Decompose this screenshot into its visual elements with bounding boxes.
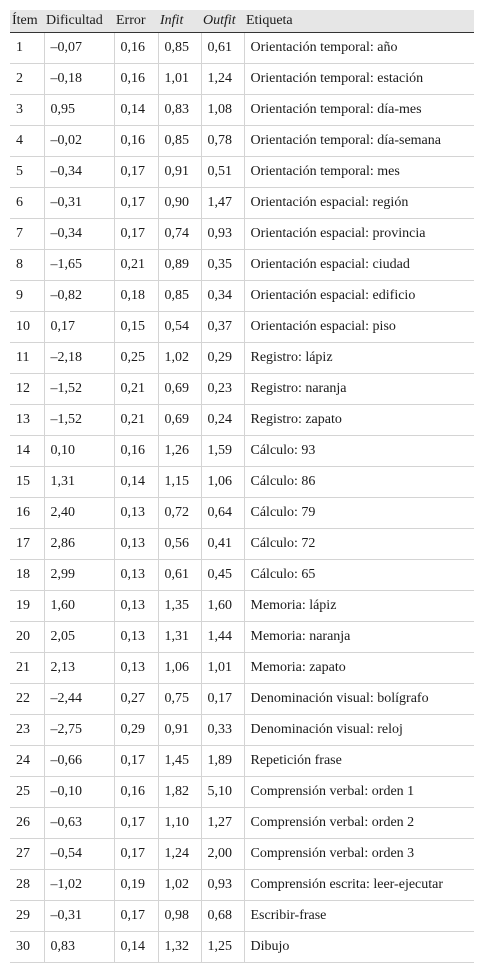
cell-error: 0,14 xyxy=(114,94,158,125)
cell-label: Cálculo: 86 xyxy=(244,466,474,497)
header-infit: Infit xyxy=(158,10,201,32)
cell-error: 0,13 xyxy=(114,652,158,683)
cell-item: 30 xyxy=(10,931,44,962)
table-row xyxy=(10,466,474,497)
cell-infit: 1,02 xyxy=(158,342,201,373)
cell-error: 0,17 xyxy=(114,156,158,187)
cell-label: Orientación temporal: estación xyxy=(244,63,474,94)
cell-item: 1 xyxy=(10,32,44,63)
cell-difficulty: –1,52 xyxy=(44,404,114,435)
cell-error: 0,17 xyxy=(114,807,158,838)
table-row xyxy=(10,931,474,962)
cell-item: 27 xyxy=(10,838,44,869)
table-row xyxy=(10,714,474,745)
cell-outfit: 0,45 xyxy=(201,559,244,590)
cell-label: Cálculo: 79 xyxy=(244,497,474,528)
cell-difficulty: –0,54 xyxy=(44,838,114,869)
cell-item: 21 xyxy=(10,652,44,683)
cell-outfit: 0,24 xyxy=(201,404,244,435)
cell-label: Orientación espacial: región xyxy=(244,187,474,218)
cell-infit: 1,01 xyxy=(158,63,201,94)
item-statistics-table-container xyxy=(10,10,474,963)
table-row xyxy=(10,32,474,63)
cell-difficulty: –0,02 xyxy=(44,125,114,156)
cell-outfit: 0,34 xyxy=(201,280,244,311)
cell-infit: 0,85 xyxy=(158,32,201,63)
cell-difficulty: –2,44 xyxy=(44,683,114,714)
cell-infit: 1,82 xyxy=(158,776,201,807)
cell-item: 25 xyxy=(10,776,44,807)
table-row xyxy=(10,900,474,931)
cell-infit: 1,45 xyxy=(158,745,201,776)
cell-outfit: 1,27 xyxy=(201,807,244,838)
cell-infit: 1,26 xyxy=(158,435,201,466)
table-row xyxy=(10,869,474,900)
cell-infit: 0,89 xyxy=(158,249,201,280)
table-row xyxy=(10,125,474,156)
table-row xyxy=(10,528,474,559)
cell-item: 2 xyxy=(10,63,44,94)
cell-label: Registro: naranja xyxy=(244,373,474,404)
table-row xyxy=(10,63,474,94)
cell-outfit: 0,78 xyxy=(201,125,244,156)
cell-label: Memoria: lápiz xyxy=(244,590,474,621)
cell-error: 0,14 xyxy=(114,466,158,497)
cell-error: 0,29 xyxy=(114,714,158,745)
cell-item: 7 xyxy=(10,218,44,249)
cell-difficulty: –1,65 xyxy=(44,249,114,280)
cell-label: Escribir-frase xyxy=(244,900,474,931)
cell-difficulty: –0,34 xyxy=(44,218,114,249)
cell-infit: 1,02 xyxy=(158,869,201,900)
cell-error: 0,21 xyxy=(114,404,158,435)
table-row xyxy=(10,249,474,280)
cell-item: 11 xyxy=(10,342,44,373)
table-row xyxy=(10,776,474,807)
table-row xyxy=(10,683,474,714)
cell-difficulty: –0,10 xyxy=(44,776,114,807)
cell-item: 12 xyxy=(10,373,44,404)
table-row xyxy=(10,497,474,528)
cell-difficulty: 0,83 xyxy=(44,931,114,962)
cell-error: 0,13 xyxy=(114,621,158,652)
cell-error: 0,13 xyxy=(114,559,158,590)
cell-error: 0,19 xyxy=(114,869,158,900)
cell-difficulty: –1,02 xyxy=(44,869,114,900)
header-row xyxy=(10,10,474,32)
cell-item: 23 xyxy=(10,714,44,745)
cell-error: 0,21 xyxy=(114,249,158,280)
cell-difficulty: 1,60 xyxy=(44,590,114,621)
cell-outfit: 0,33 xyxy=(201,714,244,745)
cell-label: Orientación temporal: día-mes xyxy=(244,94,474,125)
cell-label: Memoria: naranja xyxy=(244,621,474,652)
cell-item: 8 xyxy=(10,249,44,280)
cell-difficulty: –2,18 xyxy=(44,342,114,373)
cell-error: 0,27 xyxy=(114,683,158,714)
header-item: Ítem xyxy=(10,10,44,32)
cell-error: 0,16 xyxy=(114,63,158,94)
table-row xyxy=(10,559,474,590)
cell-difficulty: –1,52 xyxy=(44,373,114,404)
cell-outfit: 0,68 xyxy=(201,900,244,931)
cell-infit: 1,35 xyxy=(158,590,201,621)
cell-difficulty: 0,17 xyxy=(44,311,114,342)
cell-item: 19 xyxy=(10,590,44,621)
cell-label: Cálculo: 72 xyxy=(244,528,474,559)
table-row xyxy=(10,652,474,683)
cell-infit: 0,90 xyxy=(158,187,201,218)
table-row xyxy=(10,590,474,621)
table-row xyxy=(10,187,474,218)
cell-outfit: 0,41 xyxy=(201,528,244,559)
cell-infit: 0,69 xyxy=(158,404,201,435)
cell-difficulty: 2,13 xyxy=(44,652,114,683)
item-statistics-table xyxy=(10,10,474,963)
table-header xyxy=(10,10,474,32)
cell-outfit: 0,17 xyxy=(201,683,244,714)
cell-item: 15 xyxy=(10,466,44,497)
cell-error: 0,14 xyxy=(114,931,158,962)
cell-item: 5 xyxy=(10,156,44,187)
cell-item: 4 xyxy=(10,125,44,156)
header-error: Error xyxy=(114,10,158,32)
header-label: Etiqueta xyxy=(244,10,474,32)
cell-error: 0,13 xyxy=(114,497,158,528)
table-row xyxy=(10,280,474,311)
cell-infit: 0,61 xyxy=(158,559,201,590)
cell-difficulty: 0,10 xyxy=(44,435,114,466)
cell-label: Orientación temporal: mes xyxy=(244,156,474,187)
cell-error: 0,17 xyxy=(114,187,158,218)
cell-difficulty: –0,18 xyxy=(44,63,114,94)
header-outfit: Outfit xyxy=(201,10,244,32)
table-row xyxy=(10,218,474,249)
cell-outfit: 1,24 xyxy=(201,63,244,94)
cell-difficulty: 1,31 xyxy=(44,466,114,497)
cell-outfit: 0,51 xyxy=(201,156,244,187)
table-row xyxy=(10,838,474,869)
cell-difficulty: –0,82 xyxy=(44,280,114,311)
table-row xyxy=(10,94,474,125)
cell-label: Comprensión verbal: orden 1 xyxy=(244,776,474,807)
header-difficulty: Dificultad xyxy=(44,10,114,32)
cell-outfit: 0,93 xyxy=(201,869,244,900)
cell-error: 0,17 xyxy=(114,218,158,249)
cell-infit: 0,83 xyxy=(158,94,201,125)
cell-outfit: 0,35 xyxy=(201,249,244,280)
cell-item: 9 xyxy=(10,280,44,311)
cell-label: Orientación espacial: edificio xyxy=(244,280,474,311)
cell-difficulty: –0,31 xyxy=(44,900,114,931)
cell-infit: 0,75 xyxy=(158,683,201,714)
cell-outfit: 2,00 xyxy=(201,838,244,869)
cell-item: 17 xyxy=(10,528,44,559)
cell-label: Orientación espacial: provincia xyxy=(244,218,474,249)
cell-item: 18 xyxy=(10,559,44,590)
cell-outfit: 5,10 xyxy=(201,776,244,807)
cell-infit: 0,72 xyxy=(158,497,201,528)
cell-infit: 0,91 xyxy=(158,714,201,745)
cell-item: 14 xyxy=(10,435,44,466)
cell-infit: 1,15 xyxy=(158,466,201,497)
cell-outfit: 1,47 xyxy=(201,187,244,218)
cell-infit: 1,24 xyxy=(158,838,201,869)
cell-infit: 0,91 xyxy=(158,156,201,187)
cell-label: Cálculo: 65 xyxy=(244,559,474,590)
cell-outfit: 0,64 xyxy=(201,497,244,528)
cell-outfit: 1,01 xyxy=(201,652,244,683)
cell-difficulty: 2,86 xyxy=(44,528,114,559)
cell-label: Registro: lápiz xyxy=(244,342,474,373)
cell-error: 0,16 xyxy=(114,776,158,807)
cell-label: Denominación visual: bolígrafo xyxy=(244,683,474,714)
cell-infit: 0,69 xyxy=(158,373,201,404)
cell-error: 0,16 xyxy=(114,435,158,466)
cell-outfit: 1,25 xyxy=(201,931,244,962)
cell-error: 0,21 xyxy=(114,373,158,404)
table-body xyxy=(10,32,474,962)
cell-infit: 1,32 xyxy=(158,931,201,962)
cell-item: 26 xyxy=(10,807,44,838)
cell-outfit: 1,59 xyxy=(201,435,244,466)
table-row xyxy=(10,807,474,838)
cell-label: Comprensión verbal: orden 3 xyxy=(244,838,474,869)
cell-infit: 1,10 xyxy=(158,807,201,838)
cell-difficulty: –0,34 xyxy=(44,156,114,187)
cell-infit: 0,56 xyxy=(158,528,201,559)
cell-error: 0,18 xyxy=(114,280,158,311)
cell-difficulty: 0,95 xyxy=(44,94,114,125)
cell-difficulty: –0,31 xyxy=(44,187,114,218)
table-row xyxy=(10,621,474,652)
cell-difficulty: –2,75 xyxy=(44,714,114,745)
cell-label: Registro: zapato xyxy=(244,404,474,435)
cell-item: 3 xyxy=(10,94,44,125)
cell-outfit: 1,06 xyxy=(201,466,244,497)
cell-outfit: 0,23 xyxy=(201,373,244,404)
cell-label: Comprensión verbal: orden 2 xyxy=(244,807,474,838)
cell-infit: 0,85 xyxy=(158,125,201,156)
table-row xyxy=(10,435,474,466)
cell-difficulty: –0,63 xyxy=(44,807,114,838)
cell-label: Orientación espacial: ciudad xyxy=(244,249,474,280)
cell-label: Orientación temporal: año xyxy=(244,32,474,63)
table-row xyxy=(10,156,474,187)
cell-error: 0,17 xyxy=(114,745,158,776)
cell-error: 0,17 xyxy=(114,900,158,931)
cell-outfit: 0,93 xyxy=(201,218,244,249)
cell-item: 6 xyxy=(10,187,44,218)
cell-outfit: 1,89 xyxy=(201,745,244,776)
table-row xyxy=(10,342,474,373)
cell-item: 13 xyxy=(10,404,44,435)
cell-item: 10 xyxy=(10,311,44,342)
cell-outfit: 0,61 xyxy=(201,32,244,63)
cell-item: 16 xyxy=(10,497,44,528)
cell-item: 24 xyxy=(10,745,44,776)
table-row xyxy=(10,311,474,342)
cell-error: 0,16 xyxy=(114,125,158,156)
cell-outfit: 1,60 xyxy=(201,590,244,621)
table-row xyxy=(10,745,474,776)
cell-label: Repetición frase xyxy=(244,745,474,776)
cell-item: 29 xyxy=(10,900,44,931)
cell-outfit: 1,08 xyxy=(201,94,244,125)
cell-infit: 0,85 xyxy=(158,280,201,311)
cell-infit: 0,98 xyxy=(158,900,201,931)
cell-difficulty: 2,40 xyxy=(44,497,114,528)
cell-difficulty: 2,99 xyxy=(44,559,114,590)
cell-infit: 0,54 xyxy=(158,311,201,342)
cell-item: 20 xyxy=(10,621,44,652)
table-row xyxy=(10,373,474,404)
cell-difficulty: –0,66 xyxy=(44,745,114,776)
cell-label: Denominación visual: reloj xyxy=(244,714,474,745)
cell-outfit: 1,44 xyxy=(201,621,244,652)
cell-difficulty: –0,07 xyxy=(44,32,114,63)
cell-outfit: 0,37 xyxy=(201,311,244,342)
cell-label: Cálculo: 93 xyxy=(244,435,474,466)
cell-error: 0,13 xyxy=(114,528,158,559)
cell-label: Dibujo xyxy=(244,931,474,962)
cell-error: 0,17 xyxy=(114,838,158,869)
cell-label: Comprensión escrita: leer-ejecutar xyxy=(244,869,474,900)
cell-item: 22 xyxy=(10,683,44,714)
cell-error: 0,16 xyxy=(114,32,158,63)
cell-infit: 0,74 xyxy=(158,218,201,249)
cell-infit: 1,31 xyxy=(158,621,201,652)
cell-error: 0,13 xyxy=(114,590,158,621)
cell-infit: 1,06 xyxy=(158,652,201,683)
table-row xyxy=(10,404,474,435)
cell-label: Memoria: zapato xyxy=(244,652,474,683)
cell-outfit: 0,29 xyxy=(201,342,244,373)
cell-label: Orientación temporal: día-semana xyxy=(244,125,474,156)
cell-error: 0,15 xyxy=(114,311,158,342)
cell-difficulty: 2,05 xyxy=(44,621,114,652)
cell-error: 0,25 xyxy=(114,342,158,373)
cell-item: 28 xyxy=(10,869,44,900)
cell-label: Orientación espacial: piso xyxy=(244,311,474,342)
